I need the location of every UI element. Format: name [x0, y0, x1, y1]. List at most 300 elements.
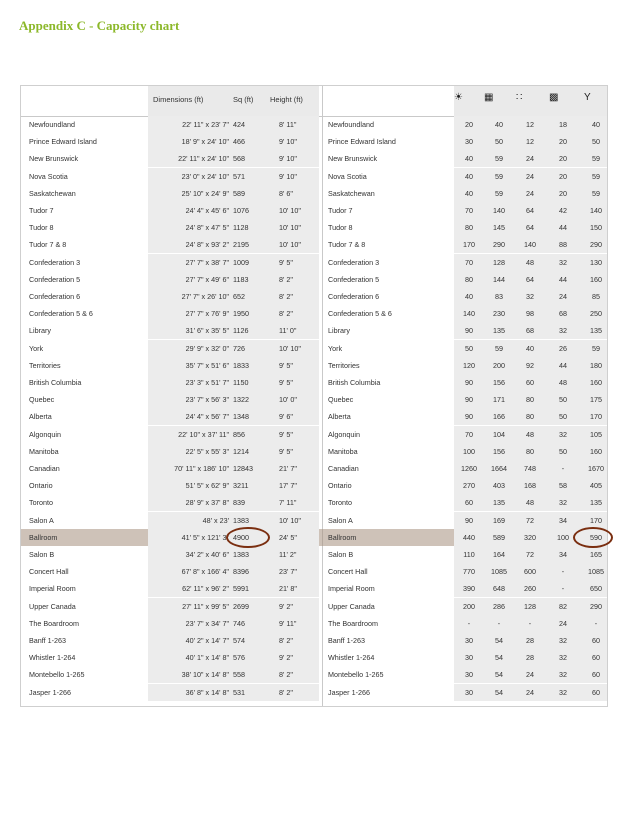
height-cell: 8' 2"	[279, 670, 293, 680]
capacity-cell: 166	[493, 412, 505, 422]
capacity-cell: 128	[493, 257, 505, 267]
height-cell: 9' 11"	[279, 618, 297, 628]
height-cell: 8' 2"	[279, 274, 293, 284]
capacity-cell: 68	[526, 326, 534, 336]
room-name-right: Prince Edward Island	[328, 137, 396, 147]
dimensions-cell: 24' 4" x 45' 6"	[185, 206, 229, 215]
room-name-left: Nova Scotia	[29, 171, 68, 181]
sqft-cell: 1383	[233, 515, 249, 525]
table-row	[21, 529, 607, 546]
capacity-cell: 20	[559, 154, 567, 164]
height-cell: 9' 5"	[279, 378, 293, 387]
capacity-cell: 180	[590, 360, 602, 370]
room-name-right: Algonquin	[328, 429, 360, 439]
room-name-left: Confederation 5 & 6	[29, 309, 93, 319]
capacity-cell: 59	[592, 188, 600, 198]
theatre-icon: ☀	[454, 92, 463, 103]
dimensions-cell: 23' 0" x 24' 10"	[181, 171, 229, 181]
table-row	[21, 632, 607, 649]
table-row	[21, 494, 607, 511]
boardroom-icon: ▩	[549, 92, 559, 103]
capacity-cell: 770	[463, 567, 475, 577]
height-cell: 10' 10"	[279, 240, 301, 250]
capacity-cell: 405	[590, 481, 602, 491]
capacity-cell: 60	[592, 636, 600, 645]
capacity-cell: 1670	[588, 464, 604, 473]
height-cell: 10' 10"	[279, 343, 301, 353]
table-row	[21, 340, 607, 357]
sqft-cell: 1009	[233, 257, 249, 267]
capacity-cell: 24	[526, 687, 534, 697]
room-name-right: York	[328, 343, 343, 353]
height-cell: 10' 10"	[279, 206, 301, 215]
capacity-cell: 59	[495, 171, 503, 181]
room-name-left: Tudor 7	[29, 206, 54, 215]
capacity-cell: 54	[495, 653, 503, 663]
capacity-cell: 748	[524, 464, 536, 473]
capacity-cell: 390	[463, 584, 475, 594]
capacity-cell: 165	[590, 550, 602, 559]
sqft-cell: 2699	[233, 601, 249, 611]
capacity-cell: 60	[526, 378, 534, 387]
sqft-cell: 1126	[233, 326, 249, 336]
dimensions-cell: 29' 9" x 32' 0"	[185, 343, 229, 353]
sqft-cell: 424	[233, 120, 245, 129]
capacity-cell: 650	[590, 584, 602, 594]
capacity-cell: 20	[465, 120, 473, 129]
dimensions-cell: 31' 6" x 35' 5"	[185, 326, 229, 336]
capacity-cell: 90	[465, 412, 473, 422]
dimensions-cell: 23' 7" x 56' 3"	[185, 395, 229, 405]
dimensions-cell: 27' 11" x 99' 5"	[182, 601, 229, 611]
room-name-left: Tudor 8	[29, 223, 54, 233]
capacity-cell: 85	[592, 292, 600, 301]
capacity-cell: 156	[493, 378, 505, 387]
reception-highlight-circle	[573, 527, 613, 548]
room-name-right: Ballroom	[328, 532, 357, 542]
room-name-right: Montebello 1-265	[328, 670, 384, 680]
capacity-cell: 42	[559, 206, 567, 215]
room-name-left: Confederation 3	[29, 257, 81, 267]
capacity-cell: 120	[463, 360, 475, 370]
capacity-cell: 32	[526, 292, 534, 301]
table-row	[21, 443, 607, 460]
height-cell: 21' 7"	[279, 464, 297, 473]
dimensions-cell: 40' 2" x 14' 7"	[185, 636, 229, 645]
table-row	[21, 288, 607, 305]
height-cell: 9' 5"	[279, 446, 293, 456]
height-cell: 10' 10"	[279, 223, 301, 233]
table-row	[21, 133, 607, 150]
capacity-cell: 164	[493, 550, 505, 559]
room-name-right: Tudor 7 & 8	[328, 240, 366, 250]
sqft-header: Sq (ft)	[233, 95, 254, 104]
height-cell: 8' 2"	[279, 636, 293, 645]
dimensions-cell: 23' 3" x 51' 7"	[185, 378, 229, 387]
capacity-cell: 44	[559, 360, 567, 370]
table-row	[21, 460, 607, 477]
capacity-cell: 44	[559, 223, 567, 233]
dimensions-cell: 70' 11" x 186' 10"	[174, 464, 229, 473]
room-name-left: The Boardroom	[29, 618, 79, 628]
capacity-cell: 230	[493, 309, 505, 319]
capacity-cell: 175	[590, 395, 602, 405]
table-row	[21, 615, 607, 632]
capacity-cell: 80	[526, 412, 534, 422]
dimensions-cell: 34' 2" x 40' 6"	[185, 550, 229, 559]
height-cell: 8' 6"	[279, 188, 293, 198]
capacity-cell: 32	[559, 498, 567, 508]
capacity-cell: 59	[495, 154, 503, 164]
table-row	[21, 649, 607, 666]
u-shape-icon: ∷	[516, 92, 523, 103]
room-name-right: Confederation 6	[328, 292, 380, 301]
sqft-cell: 1348	[233, 412, 249, 422]
capacity-cell: 54	[495, 687, 503, 697]
capacity-cell: 170	[590, 515, 602, 525]
capacity-cell: 140	[524, 240, 536, 250]
room-name-right: Ontario	[328, 481, 352, 491]
capacity-cell: 59	[592, 171, 600, 181]
capacity-cell: 98	[526, 309, 534, 319]
room-name-right: British Columbia	[328, 378, 381, 387]
dimensions-cell: 40' 1" x 14' 8"	[185, 653, 229, 663]
sqft-cell: 839	[233, 498, 245, 508]
capacity-cell: 80	[465, 223, 473, 233]
capacity-cell: 48	[526, 257, 534, 267]
room-name-right: Newfoundland	[328, 120, 374, 129]
room-name-right: Toronto	[328, 498, 352, 508]
capacity-cell: 50	[592, 137, 600, 147]
sqft-cell: 531	[233, 687, 245, 697]
dimensions-cell: 62' 11" x 96' 2"	[182, 584, 229, 594]
table-row	[21, 666, 607, 683]
capacity-cell: 50	[559, 412, 567, 422]
sqft-cell: 568	[233, 154, 245, 164]
capacity-cell: 60	[592, 687, 600, 697]
table-row	[21, 168, 607, 185]
dimensions-cell: 23' 7" x 34' 7"	[185, 618, 229, 628]
capacity-cell: 50	[559, 446, 567, 456]
dimensions-cell: 38' 10" x 14' 8"	[181, 670, 229, 680]
capacity-cell: 160	[590, 378, 602, 387]
capacity-cell: 18	[559, 120, 567, 129]
capacity-cell: 1085	[491, 567, 507, 577]
room-name-right: Tudor 7	[328, 206, 353, 215]
capacity-cell: 92	[526, 360, 534, 370]
capacity-cell: -	[561, 584, 565, 594]
capacity-cell: 28	[526, 636, 534, 645]
room-name-left: Prince Edward Island	[29, 137, 97, 147]
capacity-cell: 40	[465, 171, 473, 181]
sqft-cell: 2195	[233, 240, 249, 250]
capacity-cell: 1260	[461, 464, 477, 473]
capacity-cell: 104	[493, 429, 505, 439]
dimensions-cell: 22' 11" x 24' 10"	[178, 154, 229, 164]
capacity-cell: 32	[559, 687, 567, 697]
capacity-cell: 20	[559, 137, 567, 147]
capacity-cell: 100	[463, 446, 475, 456]
capacity-cell: 82	[559, 601, 567, 611]
room-name-left: New Brunswick	[29, 154, 79, 164]
capacity-cell: 28	[526, 653, 534, 663]
sqft-cell: 856	[233, 429, 245, 439]
room-name-right: Manitoba	[328, 446, 358, 456]
height-header: Height (ft)	[270, 95, 303, 104]
capacity-cell: 589	[493, 532, 505, 542]
room-name-right: Banff 1-263	[328, 636, 366, 645]
table-row	[21, 374, 607, 391]
capacity-cell: 100	[557, 532, 569, 542]
room-name-left: Territories	[29, 360, 61, 370]
capacity-cell: 40	[465, 188, 473, 198]
capacity-cell: 24	[559, 618, 567, 628]
capacity-cell: 60	[592, 653, 600, 663]
table-row	[21, 477, 607, 494]
height-cell: 21' 8"	[279, 584, 297, 594]
capacity-cell: 34	[559, 550, 567, 559]
capacity-cell: 54	[495, 670, 503, 680]
sqft-cell: 466	[233, 137, 245, 147]
capacity-cell: 90	[465, 515, 473, 525]
room-name-left: Salon B	[29, 550, 55, 559]
table-row	[21, 219, 607, 236]
capacity-cell: 171	[493, 395, 505, 405]
capacity-cell: 30	[465, 653, 473, 663]
room-name-right: Confederation 5 & 6	[328, 309, 392, 319]
capacity-cell: 130	[590, 257, 602, 267]
dimensions-cell: 27' 7" x 76' 9"	[185, 309, 229, 319]
capacity-cell: 44	[559, 274, 567, 284]
height-cell: 8' 2"	[279, 292, 293, 301]
dimensions-cell: 27' 7" x 38' 7"	[185, 257, 229, 267]
capacity-cell: 110	[463, 550, 475, 559]
dimensions-cell: 67' 8" x 166' 4"	[181, 567, 229, 577]
capacity-cell: 83	[495, 292, 503, 301]
capacity-cell: 12	[526, 137, 534, 147]
capacity-cell: 59	[592, 343, 600, 353]
capacity-cell: 50	[495, 137, 503, 147]
dimensions-cell: 48' x 23'	[202, 515, 229, 525]
capacity-cell: 40	[465, 292, 473, 301]
table-row	[21, 391, 607, 408]
table-row	[21, 305, 607, 322]
capacity-cell: 156	[493, 446, 505, 456]
sqft-cell: 1214	[233, 446, 249, 456]
capacity-cell: 88	[559, 240, 567, 250]
room-name-right: New Brunswick	[328, 154, 378, 164]
room-name-right: Library	[328, 326, 350, 336]
table-row	[21, 580, 607, 597]
sqft-cell: 571	[233, 171, 245, 181]
room-name-left: Canadian	[29, 464, 60, 473]
capacity-cell: 600	[524, 567, 536, 577]
room-name-left: Whistler 1-264	[29, 653, 76, 663]
dimensions-cell: 35' 7" x 51' 6"	[185, 360, 229, 370]
sqft-cell: 589	[233, 188, 245, 198]
capacity-cell: 59	[495, 343, 503, 353]
sqft-cell: 1950	[233, 309, 249, 319]
capacity-cell: 290	[590, 601, 602, 611]
capacity-cell: 68	[559, 309, 567, 319]
sqft-cell: 3211	[233, 481, 249, 491]
capacity-cell: 135	[590, 498, 602, 508]
sqft-cell: 1128	[233, 223, 249, 233]
capacity-cell: 30	[465, 687, 473, 697]
table-row	[21, 271, 607, 288]
dimensions-header: Dimensions (ft)	[153, 95, 204, 104]
room-name-left: Jasper 1-266	[29, 687, 71, 697]
sqft-cell: 1076	[233, 206, 249, 215]
capacity-cell: 64	[526, 274, 534, 284]
table-row	[21, 684, 607, 701]
capacity-cell: 32	[559, 653, 567, 663]
capacity-cell: 30	[465, 636, 473, 645]
capacity-cell: 260	[524, 584, 536, 594]
sqft-highlight-circle	[226, 527, 270, 548]
capacity-cell: 40	[592, 120, 600, 129]
capacity-cell: 72	[526, 550, 534, 559]
dimensions-cell: 51' 5" x 62' 9"	[185, 481, 229, 491]
room-name-left: Toronto	[29, 498, 53, 508]
capacity-cell: 160	[590, 446, 602, 456]
capacity-cell: 60	[592, 670, 600, 680]
capacity-cell: 160	[590, 274, 602, 284]
sqft-cell: 726	[233, 343, 245, 353]
capacity-cell: 72	[526, 515, 534, 525]
capacity-cell: 200	[493, 360, 505, 370]
capacity-cell: 50	[465, 343, 473, 353]
room-name-left: Ballroom	[29, 532, 58, 542]
dimensions-cell: 28' 9" x 37' 8"	[185, 498, 229, 508]
sqft-cell: 4900	[233, 532, 249, 542]
sqft-cell: 1150	[233, 378, 249, 387]
room-name-right: Confederation 5	[328, 274, 380, 284]
room-name-left: Montebello 1-265	[29, 670, 85, 680]
room-name-right: Saskatchewan	[328, 188, 375, 198]
capacity-cell: -	[594, 618, 598, 628]
capacity-cell: 290	[493, 240, 505, 250]
dimensions-cell: 24' 8" x 47' 5"	[185, 223, 229, 233]
table-row	[21, 598, 607, 615]
capacity-cell: 40	[465, 154, 473, 164]
height-cell: 9' 2"	[279, 601, 293, 611]
room-name-right: Territories	[328, 360, 360, 370]
capacity-cell: 403	[493, 481, 505, 491]
room-name-left: Confederation 6	[29, 292, 81, 301]
room-name-left: Imperial Room	[29, 584, 76, 594]
capacity-cell: 59	[592, 154, 600, 164]
dimensions-cell: 24' 8" x 93' 2"	[185, 240, 229, 250]
room-name-left: Banff 1-263	[29, 636, 67, 645]
room-name-left: British Columbia	[29, 378, 82, 387]
sqft-cell: 574	[233, 636, 245, 645]
capacity-cell: 30	[465, 670, 473, 680]
capacity-chart	[20, 85, 608, 707]
capacity-cell: 70	[465, 257, 473, 267]
table-row	[21, 185, 607, 202]
sqft-cell: 576	[233, 653, 245, 663]
capacity-cell: 290	[590, 240, 602, 250]
capacity-cell: 90	[465, 378, 473, 387]
capacity-cell: 270	[463, 481, 475, 491]
room-name-right: Imperial Room	[328, 584, 375, 594]
table-row	[21, 236, 607, 253]
capacity-cell: 135	[493, 326, 505, 336]
room-name-left: Newfoundland	[29, 120, 75, 129]
capacity-cell: -	[561, 567, 565, 577]
capacity-cell: -	[467, 618, 471, 628]
room-name-left: York	[29, 343, 44, 353]
capacity-cell: 150	[590, 223, 602, 233]
room-name-right: Salon A	[328, 515, 353, 525]
dimensions-cell: 18' 9" x 24' 10"	[181, 137, 229, 147]
capacity-cell: 30	[465, 137, 473, 147]
capacity-cell: 170	[590, 412, 602, 422]
sqft-cell: 1833	[233, 360, 249, 370]
table-row	[21, 150, 607, 167]
table-row	[21, 357, 607, 374]
capacity-cell: -	[497, 618, 501, 628]
room-name-right: Tudor 8	[328, 223, 353, 233]
table-row	[21, 563, 607, 580]
room-name-right: Concert Hall	[328, 567, 368, 577]
capacity-cell: 24	[526, 188, 534, 198]
sqft-cell: 5991	[233, 584, 249, 594]
room-name-right: The Boardroom	[328, 618, 378, 628]
capacity-cell: 144	[493, 274, 505, 284]
capacity-cell: 20	[559, 188, 567, 198]
capacity-cell: 1085	[588, 567, 604, 577]
capacity-cell: 34	[559, 515, 567, 525]
capacity-cell: 40	[495, 120, 503, 129]
room-name-left: Concert Hall	[29, 567, 69, 577]
classroom-icon: ▦	[484, 92, 494, 103]
capacity-cell: 590	[590, 532, 602, 542]
capacity-cell: 70	[465, 429, 473, 439]
capacity-cell: 40	[526, 343, 534, 353]
room-name-left: Confederation 5	[29, 274, 81, 284]
capacity-cell: 48	[559, 378, 567, 387]
height-cell: 9' 5"	[279, 429, 293, 439]
table-row	[21, 426, 607, 443]
height-cell: 11' 2"	[279, 550, 297, 559]
sqft-cell: 1183	[233, 274, 249, 284]
room-name-left: Salon A	[29, 515, 54, 525]
room-name-left: Upper Canada	[29, 601, 76, 611]
sqft-cell: 1322	[233, 395, 249, 405]
capacity-cell: 80	[526, 446, 534, 456]
capacity-cell: 80	[526, 395, 534, 405]
dimensions-cell: 41' 5" x 121' 3"	[181, 532, 229, 542]
room-name-left: Manitoba	[29, 446, 59, 456]
capacity-cell: 648	[493, 584, 505, 594]
table-row	[21, 254, 607, 271]
height-cell: 24' 5"	[279, 532, 297, 542]
height-cell: 9' 6"	[279, 412, 293, 422]
height-cell: 9' 5"	[279, 360, 293, 370]
capacity-cell: 170	[463, 240, 475, 250]
capacity-cell: 135	[493, 498, 505, 508]
capacity-cell: 20	[559, 171, 567, 181]
capacity-cell: 140	[590, 206, 602, 215]
capacity-cell: 168	[524, 481, 536, 491]
height-cell: 10' 0"	[279, 395, 297, 405]
reception-icon: Y	[584, 92, 591, 103]
capacity-cell: 58	[559, 481, 567, 491]
capacity-cell: 24	[526, 670, 534, 680]
capacity-cell: 59	[495, 188, 503, 198]
